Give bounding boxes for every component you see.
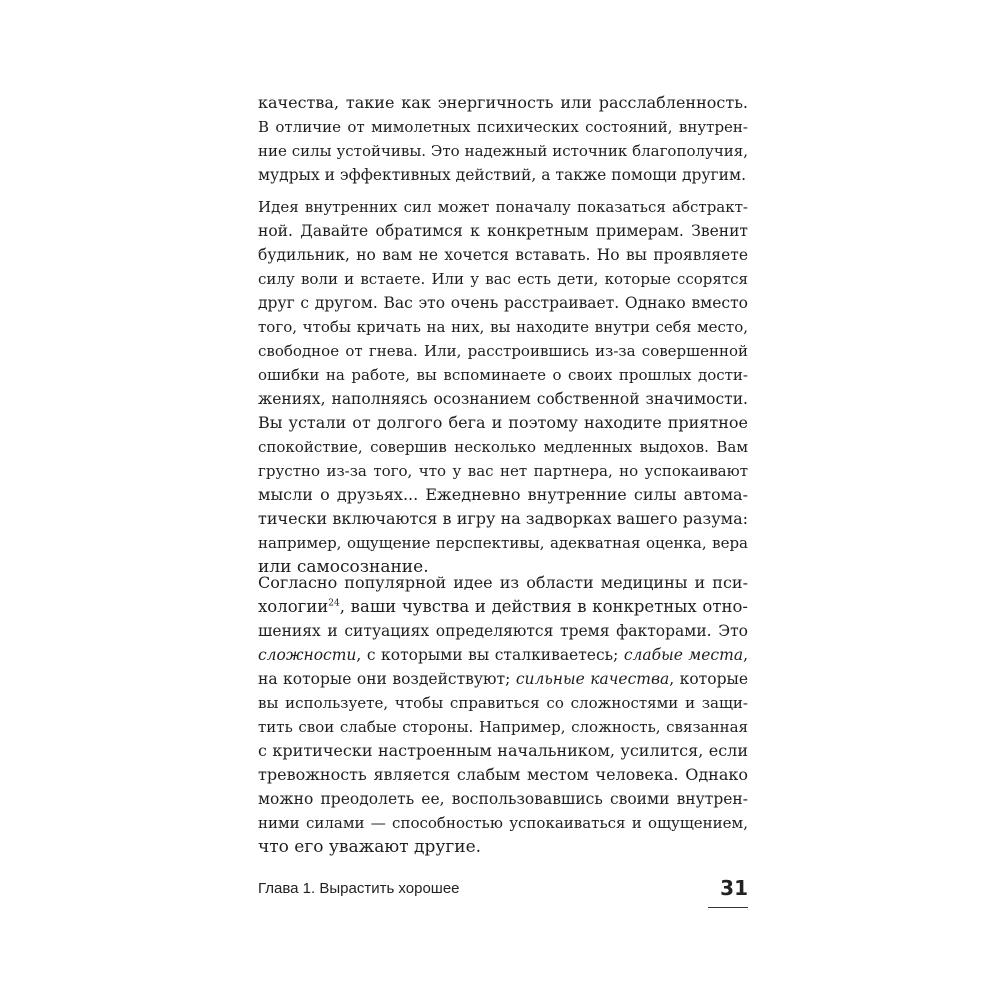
running-footer-chapter: Глава 1. Вырастить хорошее (258, 880, 460, 897)
text-line: ной. Давайте обратимся к конкретным примерам. Звенит (258, 222, 748, 240)
text-line: с критически настроенным начальником, усилится, если (258, 741, 748, 760)
text-line: можно преодолеть ее, воспользовавшись своими внутрен- (258, 790, 748, 808)
text-line (258, 595, 748, 619)
italic-term: слабые места (623, 646, 744, 664)
text-line: Согласно популярной идее из области медицины и пси- (258, 573, 748, 592)
text-line: тить свои слабые стороны. Например, сложность, связанная (258, 718, 748, 736)
text-run: хологии (258, 597, 329, 616)
footer-divider (708, 907, 748, 908)
text-line: ними силами — способностью успокаиваться и ощущением, (258, 814, 748, 832)
text-line: друг с другом. Вас это очень расстраивает. Однако вместо (258, 294, 748, 312)
text-line: В отличие от мимолетных психических состояний, внутрен- (258, 118, 748, 136)
text-run: , (743, 646, 748, 664)
text-run: , которые (669, 670, 749, 688)
text-line: грустно из-за того, что у вас нет партнера, но успокаивают (258, 462, 748, 480)
text-line: свободное от гнева. Или, расстроившись из-за совершенной (258, 342, 748, 360)
footnote-marker: 24 (328, 598, 340, 609)
page-number: 31 (720, 876, 748, 900)
text-line: того, чтобы кричать на них, вы находите внутри себя место, (258, 318, 748, 336)
text-line: ошибки на работе, вы вспоминаете о своих прошлых дости- (258, 366, 748, 384)
text-line: ние силы устойчивы. Это надежный источник благополучия, (258, 142, 748, 160)
text-line: мысли о друзьях... Ежедневно внутренние силы автома- (258, 485, 748, 504)
text-run: , ваши чувства и действия в конкретных отно- (339, 597, 748, 616)
italic-term: сложности (258, 646, 357, 664)
text-line: жениях, наполняясь осознанием собственной значимости. (258, 390, 748, 408)
text-line: качества, такие как энергичность или расслабленность. (258, 93, 748, 112)
text-line: Вы устали от долгого бега и поэтому находите приятное (258, 413, 748, 432)
text-line: спокойствие, совершив несколько медленных выдохов. Вам (258, 438, 748, 456)
text-line: вы используете, чтобы справиться со сложностями и защи- (258, 694, 748, 712)
paragraph-3 (258, 571, 748, 859)
italic-term: сильные качества (515, 670, 670, 688)
paragraph-2 (258, 195, 748, 579)
text-line: или самосознание. (258, 557, 429, 577)
text-line (258, 643, 748, 667)
text-line: например, ощущение перспективы, адекватная оценка, вера (258, 534, 748, 552)
text-line: шениях и ситуациях определяются тремя факторами. Это (258, 622, 748, 640)
text-line: тически включаются в игру на задворках вашего разума: (258, 509, 748, 528)
text-line: что его уважают другие. (258, 837, 482, 857)
text-run: на которые они воздействуют; (258, 670, 516, 688)
text-line: силу воли и встаете. Или у вас есть дети, которые ссорятся (258, 270, 748, 288)
text-line: мудрых и эффективных действий, а также помощи другим. (258, 166, 746, 184)
text-line (258, 667, 748, 691)
paragraph-1 (258, 91, 748, 187)
text-line: будильник, но вам не хочется вставать. Но вы проявляете (258, 246, 748, 264)
text-line: тревожность является слабым местом человека. Однако (258, 765, 748, 784)
text-run: , с которыми вы сталкиваетесь; (356, 646, 624, 664)
text-line: Идея внутренних сил может поначалу показаться абстракт- (258, 198, 748, 216)
